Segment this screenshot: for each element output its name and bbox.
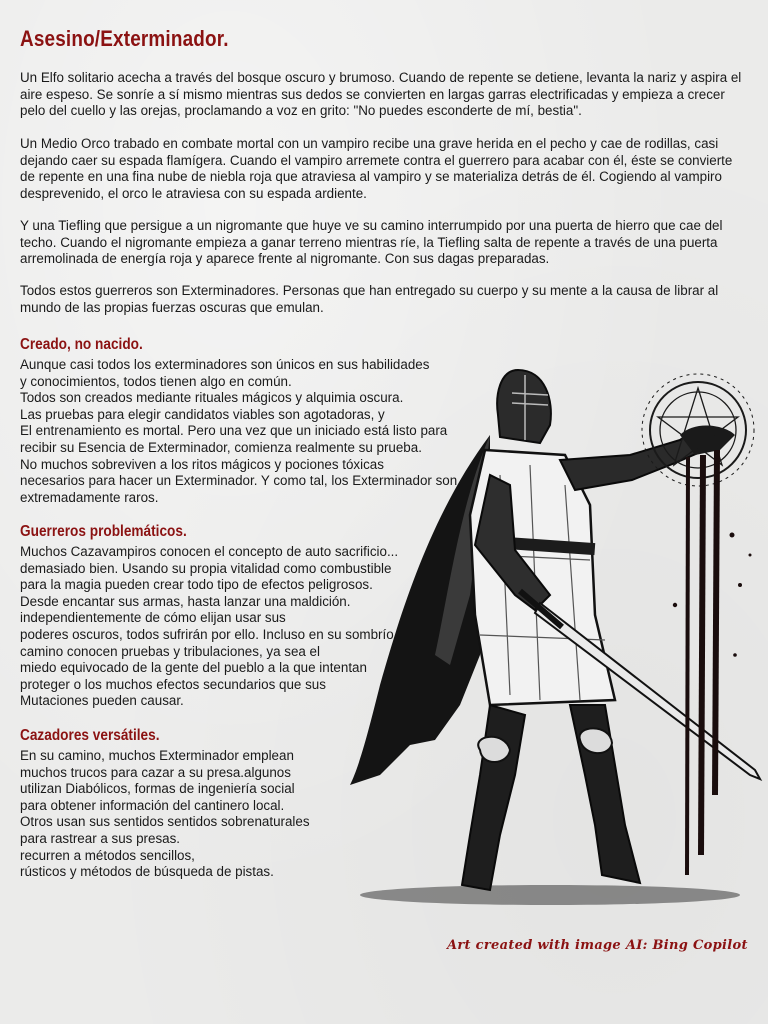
knight-illustration [340, 355, 768, 915]
text-line: demasiado bien. Usando su propia vitalidad como combustible [20, 560, 392, 576]
text-line: Muchos Cazavampiros conocen el concepto de auto sacrificio... [20, 544, 399, 559]
text-line: Otros usan sus sentidos sentidos sobrenaturales [20, 814, 310, 830]
section-heading-created: Creado, no nacido. [20, 336, 143, 353]
blood-drips [673, 450, 752, 875]
cape [350, 435, 490, 785]
intro-paragraph-summary: Todos estos guerreros son Exterminadores. Personas que han entregado su cuerpo y su mente a la causa de librar al mundo de las propias fuerzas oscuras que emulan. [20, 283, 719, 315]
text-line: independientemente de cómo elijan usar sus [20, 610, 286, 626]
intro-paragraph-elf: Un Elfo solitario acecha a través del bosque oscuro y brumoso. Cuando de repente se detiene, levanta la nariz y aspira el aire espeso. Se sonríe a sí mismo mientras sus dedos se convierten en largas garras electrificadas y empieza a crecer pelo del cuello y las orejas, proclamando a voz en grito: "No puedes esconderte de mí, bestia". [20, 70, 742, 118]
text-line: recurren a métodos sencillos, [20, 847, 195, 863]
text-line: Mutaciones pueden causar. [20, 693, 184, 709]
text-line: En su camino, muchos Exterminador emplean [20, 748, 294, 763]
text-line: Las pruebas para elegir candidatos viables son agotadoras, y [20, 406, 385, 422]
text-line: Desde encantar sus armas, hasta lanzar una maldición. [20, 593, 351, 609]
intro-paragraph-orc: Un Medio Orco trabado en combate mortal con un vampiro recibe una grave herida en el pecho y cae de rodillas, casi dejando caer su espada flamígera. Cuando el vampiro arremete contra el guerrero para acabar con él, éste se convierte de repente en una fina nube de niebla roja que atraviesa al vampiro y se materializa detrás de él. Cogiendo al vampiro desprevenido, el orco le atraviesa con su espada ardiente. [20, 136, 733, 201]
text-line: proteger o los muchos efectos secundarios que sus [20, 676, 326, 692]
text-line: para la magia pueden crear todo tipo de efectos peligrosos. [20, 577, 373, 593]
text-line: extremadamente raros. [20, 489, 159, 505]
text-line: para rastrear a sus presas. [20, 830, 181, 846]
ground-shadow [360, 885, 740, 905]
text-line: rústicos y métodos de búsqueda de pistas. [20, 864, 274, 880]
text-line: miedo equivocado de la gente del pueblo a la que intentan [20, 660, 367, 676]
section-body-hunters [20, 748, 310, 881]
page-title: Asesino/Exterminador. [20, 26, 229, 51]
text-line: muchos trucos para cazar a su presa.algunos [20, 764, 291, 780]
text-line: El entrenamiento es mortal. Pero una vez que un iniciado está listo para [20, 423, 448, 439]
text-line: utilizan Diabólicos, formas de ingeniería social [20, 781, 295, 797]
helmet [497, 370, 551, 443]
section-heading-warriors: Guerreros problemáticos. [20, 523, 187, 540]
intro-paragraph-tiefling: Y una Tiefling que persigue a un nigromante que huye ve su camino interrumpido por una puerta de hierro que cae del techo. Cuando el nigromante empieza a ganar terreno mientras ríe, la Tiefling salta de repente a través de una puerta arremolinada de energía roja y aparece frente al nigromante. Con sus dagas preparadas. [20, 218, 723, 266]
section-heading-hunters: Cazadores versátiles. [20, 727, 160, 744]
text-line: necesarios para hacer un Exterminador. Y como tal, los Exterminador son [20, 473, 458, 489]
art-credit: Art created with image AI: Bing Copilot [447, 938, 748, 953]
text-line: recibir su Esencia de Exterminador, comienza realmente su prueba. [20, 439, 422, 455]
text-line: No muchos sobreviven a los ritos mágicos y pociones tóxicas [20, 456, 384, 472]
text-line: Aunque casi todos los exterminadores son únicos en sus habilidades [20, 357, 430, 372]
text-line: Todos son creados mediante rituales mágicos y alquimia oscura. [20, 390, 404, 406]
text-line: para obtener información del cantinero local. [20, 797, 285, 813]
left-leg [462, 705, 525, 890]
text-line: poderes oscuros, todos sufrirán por ello. Incluso en su sombrío [20, 626, 394, 642]
text-line: camino conocen pruebas y tribulaciones, ya sea el [20, 643, 320, 659]
text-line: y conocimientos, todos tienen algo en común. [20, 373, 292, 389]
